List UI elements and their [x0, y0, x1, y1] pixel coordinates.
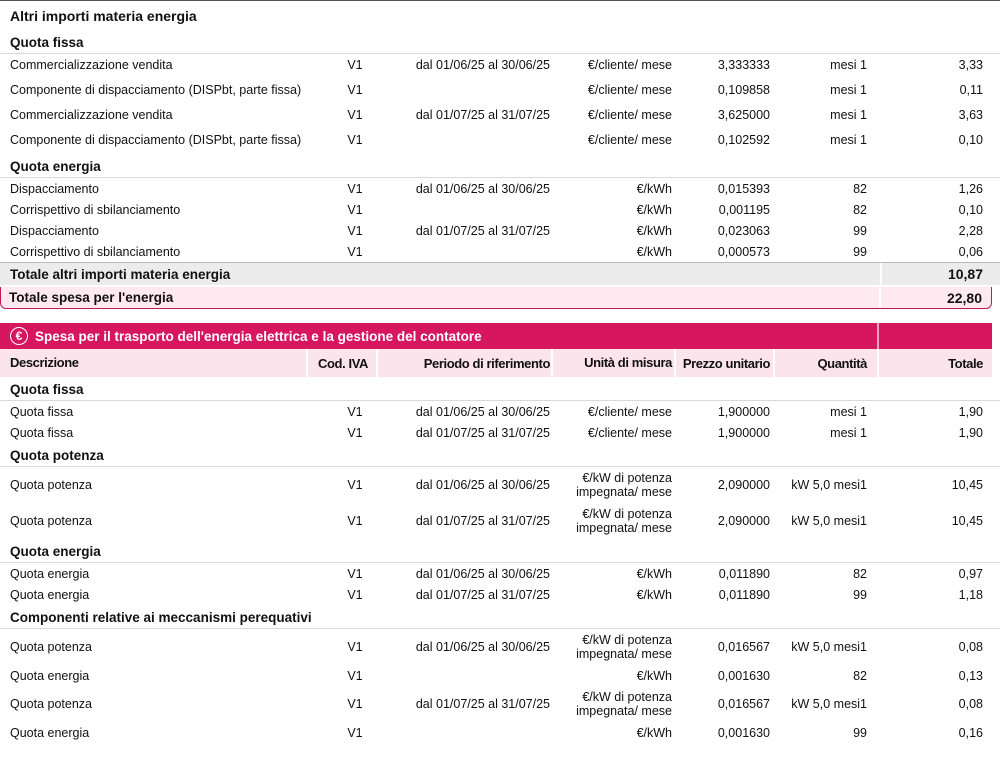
row-periodo: dal 01/06/25 al 30/06/25: [415, 404, 550, 419]
row-quantita: mesi 1: [830, 425, 867, 440]
row-quantita: 82: [853, 668, 867, 683]
altri-quota-energia-rows: [0, 178, 1000, 262]
section-quota-energia: Quota energia: [0, 539, 1000, 563]
row-totale: 1,26: [958, 181, 983, 196]
row-description: Corrispettivo di sbilanciamento: [10, 244, 181, 259]
row-description: Quota energia: [10, 725, 90, 740]
row-quantita: 82: [853, 566, 867, 581]
table-row: [0, 584, 1000, 605]
trasporto-quota-fissa-rows: [0, 401, 1000, 443]
header-quantita: Quantità: [817, 355, 867, 371]
euro-icon: €: [10, 327, 28, 345]
divider: [877, 349, 879, 377]
row-periodo: dal 01/07/25 al 31/07/25: [415, 107, 550, 122]
row-totale: 0,08: [958, 640, 983, 654]
row-totale: 1,90: [958, 404, 983, 419]
divider: [879, 287, 881, 308]
row-unita-misura: €/cliente/ mese: [587, 425, 672, 440]
row-quantita: mesi 1: [830, 57, 867, 72]
row-description: Quota energia: [10, 566, 90, 581]
row-quantita: 99: [853, 725, 867, 740]
divider: [877, 323, 879, 349]
totale-spesa-energia-value: 22,80: [946, 289, 982, 306]
row-totale: 1,90: [958, 425, 983, 440]
row-description: Quota potenza: [10, 478, 93, 492]
row-totale: 0,08: [958, 697, 983, 711]
section-quota-fissa: Quota fissa: [0, 377, 1000, 401]
row-totale: 0,16: [958, 725, 983, 740]
altri-quota-fissa-rows: [0, 54, 1000, 154]
row-unita-misura: €/kWh: [636, 202, 672, 217]
row-cod-iva: V1: [347, 57, 363, 72]
row-quantita: 82: [853, 181, 867, 196]
row-quantita: 99: [853, 223, 867, 238]
row-unita-misura: €/cliente/ mese: [587, 132, 672, 147]
table-row: [0, 125, 1000, 154]
row-unita-misura: €/kWh: [636, 566, 672, 581]
row-unita-misura: €/kW di potenza impegnata/ mese: [576, 471, 672, 499]
row-periodo: [380, 722, 550, 743]
row-periodo: dal 01/06/25 al 30/06/25: [415, 57, 550, 72]
row-cod-iva: V1: [347, 181, 363, 196]
row-quantita: kW 5,0 mesi1: [791, 640, 867, 654]
row-periodo: dal 01/06/25 al 30/06/25: [415, 181, 550, 196]
row-prezzo-unitario: 1,900000: [717, 404, 770, 419]
row-totale: 3,63: [958, 107, 983, 122]
row-totale: 1,18: [958, 587, 983, 602]
row-totale: 2,28: [958, 223, 983, 238]
header-unita-misura: Unità di misura: [584, 355, 672, 370]
row-unita-misura: €/cliente/ mese: [587, 107, 672, 122]
row-prezzo-unitario: 0,016567: [717, 697, 770, 711]
row-prezzo-unitario: 0,001630: [717, 725, 770, 740]
row-quantita: kW 5,0 mesi1: [791, 697, 867, 711]
row-prezzo-unitario: 3,333333: [717, 57, 770, 72]
row-unita-misura: €/cliente/ mese: [587, 57, 672, 72]
row-quantita: mesi 1: [830, 107, 867, 122]
row-cod-iva: V1: [347, 668, 363, 683]
row-prezzo-unitario: 0,109858: [717, 82, 770, 97]
row-periodo: [380, 199, 550, 220]
row-cod-iva: V1: [347, 587, 363, 602]
divider: [674, 349, 676, 377]
trasporto-quota-energia-rows: [0, 563, 1000, 605]
row-quantita: mesi 1: [830, 404, 867, 419]
row-unita-misura: €/cliente/ mese: [587, 82, 672, 97]
row-unita-misura: €/kWh: [636, 244, 672, 259]
row-quantita: 82: [853, 202, 867, 217]
row-description: Quota potenza: [10, 514, 93, 528]
row-cod-iva: V1: [347, 202, 363, 217]
trasporto-banner: [0, 323, 992, 349]
row-cod-iva: V1: [347, 132, 363, 147]
row-description: Quota energia: [10, 587, 90, 602]
table-row: [0, 665, 1000, 686]
row-periodo: [380, 125, 550, 154]
totale-altri-importi-row: [0, 262, 1000, 285]
row-totale: 0,11: [959, 82, 983, 97]
row-quantita: kW 5,0 mesi1: [791, 478, 867, 492]
row-description: Corrispettivo di sbilanciamento: [10, 202, 181, 217]
row-cod-iva: V1: [347, 566, 363, 581]
row-cod-iva: V1: [347, 107, 363, 122]
row-periodo: [380, 75, 550, 104]
row-prezzo-unitario: 2,090000: [717, 478, 770, 492]
altri-importi-title: Altri importi materia energia: [0, 0, 1000, 30]
row-cod-iva: V1: [347, 244, 363, 259]
divider: [880, 263, 882, 285]
row-unita-misura: €/kWh: [636, 668, 672, 683]
row-prezzo-unitario: 0,102592: [717, 132, 770, 147]
row-unita-misura: €/kW di potenza impegnata/ mese: [576, 507, 672, 535]
table-row: [0, 629, 1000, 665]
row-prezzo-unitario: 0,011890: [718, 566, 770, 581]
row-prezzo-unitario: 0,001195: [718, 202, 770, 217]
row-unita-misura: €/kW di potenza impegnata/ mese: [576, 633, 672, 661]
row-cod-iva: V1: [347, 223, 363, 238]
divider: [551, 349, 553, 377]
divider: [306, 349, 308, 377]
row-cod-iva: V1: [347, 425, 363, 440]
row-cod-iva: V1: [347, 697, 363, 711]
row-description: Commercializzazione vendita: [10, 57, 173, 72]
table-row: [0, 722, 1000, 743]
table-row: [0, 220, 1000, 241]
table-row: [0, 104, 1000, 125]
row-prezzo-unitario: 0,000573: [717, 244, 770, 259]
section-perequativi: Componenti relative ai meccanismi perequativi: [0, 605, 1000, 629]
header-totale: Totale: [948, 355, 983, 371]
row-cod-iva: V1: [347, 478, 363, 492]
row-prezzo-unitario: 0,016567: [717, 640, 770, 654]
trasporto-perequativi-rows: [0, 629, 1000, 743]
totale-altri-importi-value: 10,87: [947, 266, 983, 282]
row-description: Componente di dispacciamento (DISPbt, parte fissa): [10, 132, 302, 147]
row-periodo: dal 01/07/25 al 31/07/25: [415, 223, 550, 238]
section-quota-energia: Quota energia: [0, 154, 1000, 178]
row-description: Quota potenza: [10, 640, 93, 654]
header-cod-iva: Cod. IVA: [318, 355, 368, 371]
row-periodo: dal 01/07/25 al 31/07/25: [415, 425, 550, 440]
row-cod-iva: V1: [347, 404, 363, 419]
header-prezzo-unitario: Prezzo unitario: [682, 355, 770, 371]
row-periodo: dal 01/06/25 al 30/06/25: [415, 640, 550, 654]
row-cod-iva: V1: [347, 725, 363, 740]
table-row: [0, 75, 1000, 104]
table-row: [0, 686, 1000, 722]
table-row: [0, 503, 1000, 539]
trasporto-title: Spesa per il trasporto dell'energia elettrica e la gestione del contatore: [35, 328, 482, 344]
row-quantita: mesi 1: [830, 132, 867, 147]
totale-spesa-energia-row: [0, 287, 992, 309]
totale-altri-importi-label: Totale altri importi materia energia: [10, 266, 231, 282]
row-periodo: dal 01/06/25 al 30/06/25: [415, 478, 550, 492]
table-row: [0, 241, 1000, 262]
row-totale: 0,06: [958, 244, 983, 259]
row-description: Quota fissa: [10, 425, 74, 440]
row-description: Quota potenza: [10, 697, 93, 711]
row-periodo: [380, 241, 550, 262]
row-totale: 3,33: [958, 57, 983, 72]
row-description: Quota energia: [10, 668, 90, 683]
row-unita-misura: €/kWh: [636, 725, 672, 740]
row-prezzo-unitario: 3,625000: [717, 107, 770, 122]
trasporto-quota-potenza-rows: [0, 467, 1000, 539]
row-description: Dispacciamento: [10, 223, 99, 238]
row-unita-misura: €/kWh: [636, 181, 672, 196]
table-row: [0, 467, 1000, 503]
row-totale: 0,13: [958, 668, 983, 683]
row-prezzo-unitario: 0,001630: [717, 668, 770, 683]
row-cod-iva: V1: [347, 514, 363, 528]
table-row: [0, 422, 1000, 443]
row-prezzo-unitario: 0,011890: [718, 587, 770, 602]
row-totale: 0,10: [958, 132, 983, 147]
row-totale: 10,45: [951, 478, 983, 492]
row-description: Quota fissa: [10, 404, 74, 419]
row-description: Commercializzazione vendita: [10, 107, 173, 122]
table-row: [0, 54, 1000, 75]
row-description: Dispacciamento: [10, 181, 99, 196]
row-totale: 10,45: [951, 514, 983, 528]
divider: [773, 349, 775, 377]
row-periodo: [380, 665, 550, 686]
table-row: [0, 199, 1000, 220]
row-periodo: dal 01/07/25 al 31/07/25: [415, 587, 550, 602]
row-quantita: 99: [853, 587, 867, 602]
row-periodo: dal 01/07/25 al 31/07/25: [415, 697, 550, 711]
table-header: [0, 349, 992, 377]
row-quantita: kW 5,0 mesi1: [791, 514, 867, 528]
row-prezzo-unitario: 0,023063: [717, 223, 770, 238]
row-unita-misura: €/kWh: [636, 587, 672, 602]
row-cod-iva: V1: [347, 640, 363, 654]
divider: [376, 349, 378, 377]
header-descrizione: Descrizione: [10, 355, 79, 370]
table-row: [0, 401, 1000, 422]
row-prezzo-unitario: 1,900000: [717, 425, 770, 440]
row-prezzo-unitario: 2,090000: [717, 514, 770, 528]
table-row: [0, 178, 1000, 199]
section-quota-fissa: Quota fissa: [0, 30, 1000, 54]
table-row: [0, 563, 1000, 584]
row-totale: 0,97: [958, 566, 983, 581]
totale-spesa-energia-label: Totale spesa per l'energia: [9, 290, 174, 305]
row-unita-misura: €/kW di potenza impegnata/ mese: [576, 690, 672, 718]
row-totale: 0,10: [958, 202, 983, 217]
row-quantita: 99: [853, 244, 867, 259]
row-description: Componente di dispacciamento (DISPbt, parte fissa): [10, 82, 302, 97]
row-unita-misura: €/cliente/ mese: [587, 404, 672, 419]
row-periodo: dal 01/07/25 al 31/07/25: [415, 514, 550, 528]
row-quantita: mesi 1: [830, 82, 867, 97]
row-prezzo-unitario: 0,015393: [717, 181, 770, 196]
header-periodo: Periodo di riferimento: [423, 355, 550, 371]
row-periodo: dal 01/06/25 al 30/06/25: [415, 566, 550, 581]
section-quota-potenza: Quota potenza: [0, 443, 1000, 467]
row-cod-iva: V1: [347, 82, 363, 97]
row-unita-misura: €/kWh: [636, 223, 672, 238]
